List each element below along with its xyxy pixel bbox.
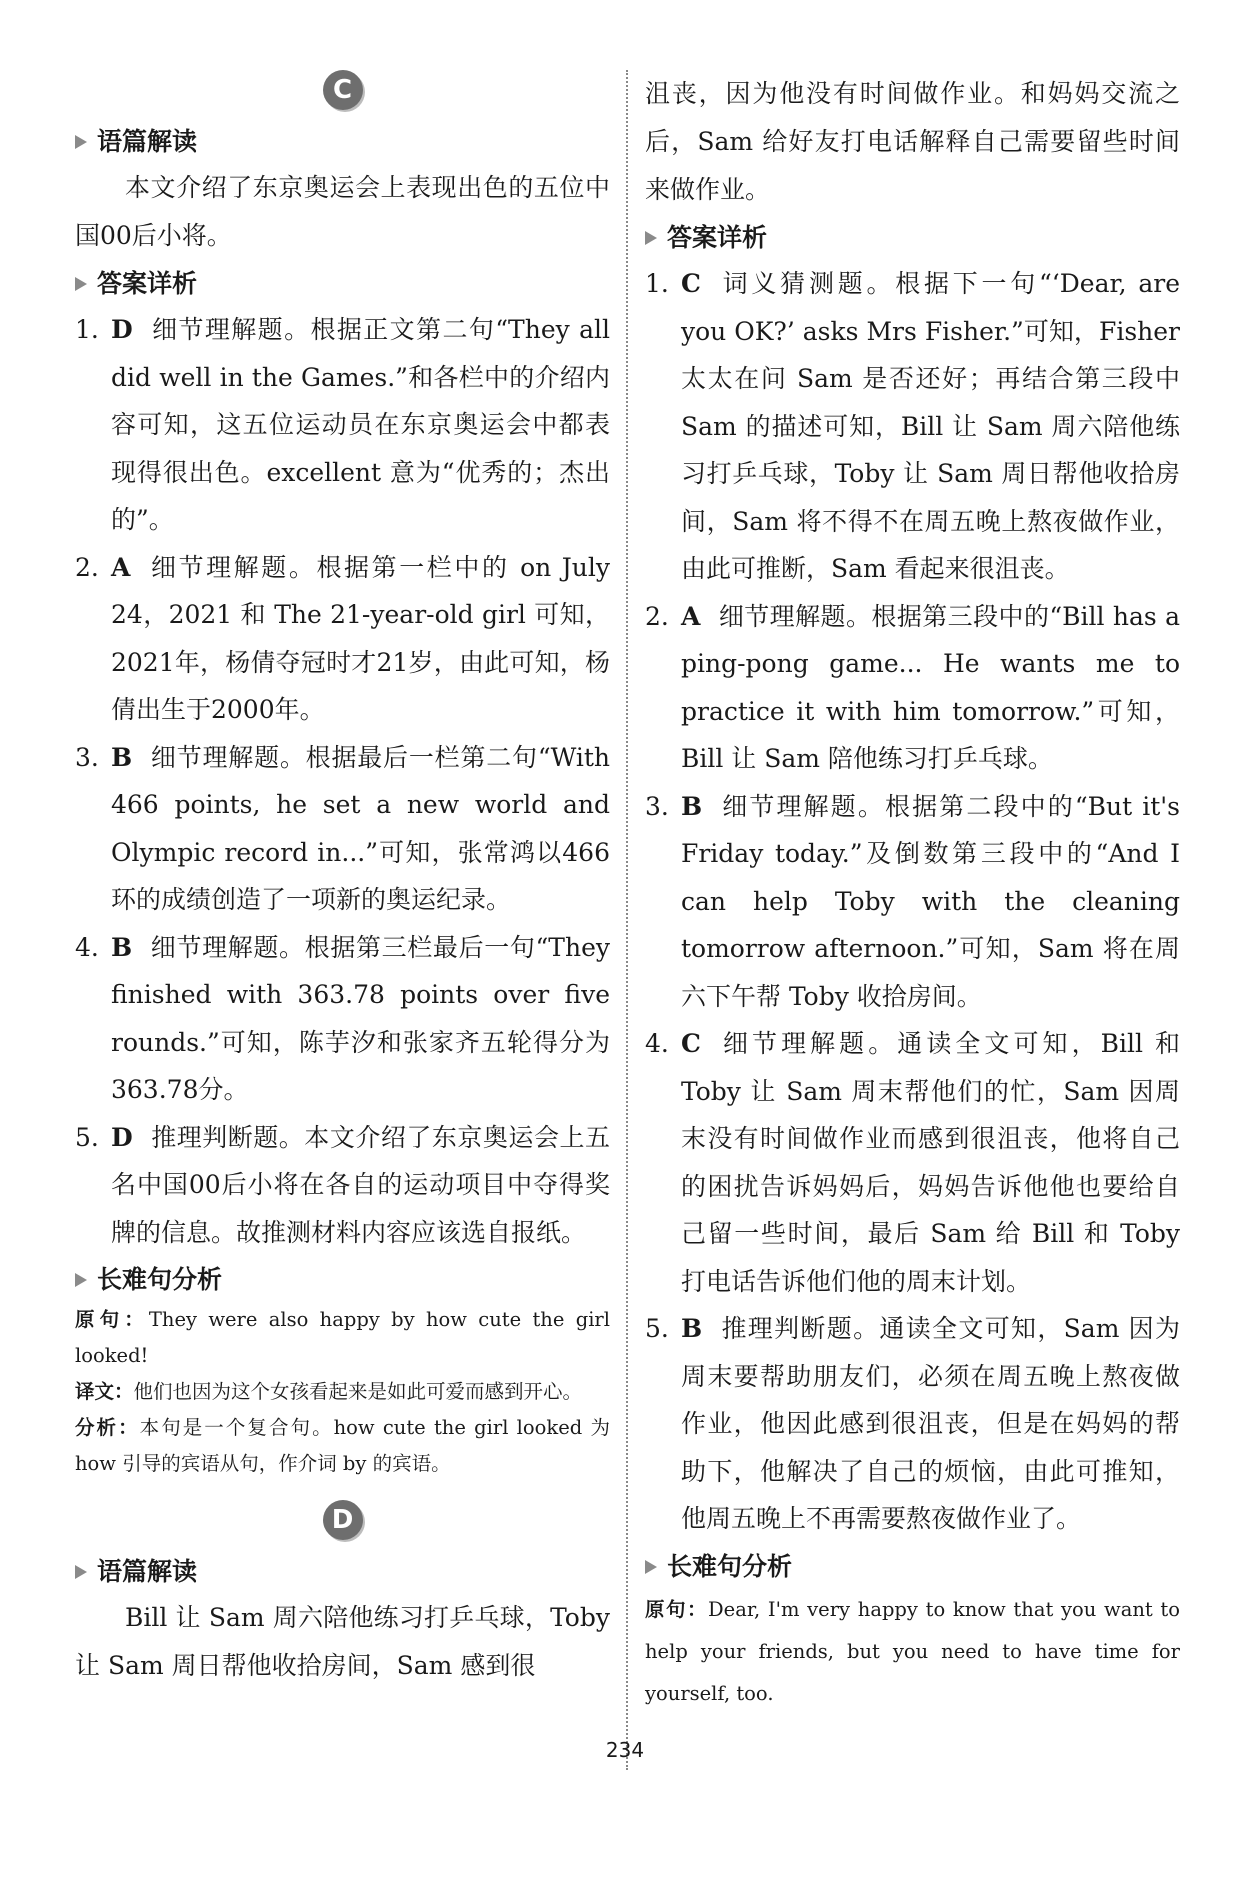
heading-answers-c: 答案详析: [75, 264, 610, 304]
long-sentence-original-d: 原句：Dear, I'm very happy to know that you want to help your friends, but you need to have time for yourself, too.: [645, 1597, 1180, 1705]
column-divider: [626, 70, 628, 1770]
answer-item: 5. D 推理判断题。本文介绍了东京奥运会上五名中国00后小将在各自的运动项目中夺得奖牌的信息。故推测材料内容应该选自报纸。: [75, 1122, 610, 1247]
arrow-icon: [75, 1273, 87, 1287]
reading-summary-c: 本文介绍了东京奥运会上表现出色的五位中国00后小将。: [75, 173, 610, 250]
answer-letter: A: [111, 552, 131, 582]
heading-long-sentence-c: 长难句分析: [75, 1260, 610, 1300]
page-number: 234: [605, 1738, 645, 1762]
reading-summary-d-cont: 沮丧，因为他没有时间做作业。和妈妈交流之后，Sam 给好友打电话解释自己需要留些时间来做作业。: [645, 79, 1180, 204]
answer-letter: C: [681, 269, 701, 298]
answer-item: 1. C 词义猜测题。根据下一句“‘Dear, are you OK?’ asks Mrs Fisher.”可知，Fisher 太太在问 Sam 是否还好；再结合第三段中 Sam 的描述可知，Bill 让 Sam 周六陪他练习打乒乓球，Toby 让 Sam 周日帮他收拾房间，Sam 将不得不在周五晚上熬夜做作业，由此可推断，Sam 看起来很沮丧。: [645, 269, 1180, 583]
answer-item: 4. B 细节理解题。根据第三栏最后一句“They finished with 363.78 points over five rounds.”可知，陈芋汐和张家齐五轮得分为363.78分。: [75, 932, 610, 1104]
answer-item: 2. A 细节理解题。根据第一栏中的 on July 24，2021 和 The 21-year-old girl 可知，2021年，杨倩夺冠时才21岁，由此可知，杨倩出生于2000年。: [75, 552, 610, 724]
long-sentence-original: 原句：They were also happy by how cute the girl looked!: [75, 1308, 610, 1367]
right-column: [645, 70, 1180, 1715]
left-column: [75, 70, 610, 1690]
answer-letter: C: [681, 1029, 701, 1058]
reading-summary-d-start: Bill 让 Sam 周六陪他练习打乒乓球，Toby 让 Sam 周日帮他收拾房间，Sam 感到很: [75, 1603, 610, 1680]
answer-item: 5. B 推理判断题。通读全文可知，Sam 因为周末要帮助朋友们，必须在周五晚上熬夜做作业，他因此感到很沮丧，但是在妈妈的帮助下，他解决了自己的烦恼，由此可推知，他周五晚上不再需要熬夜做作业了。: [645, 1314, 1180, 1533]
long-sentence-translation: 译文：他们也因为这个女孩看起来是如此可爱而感到开心。: [75, 1380, 583, 1403]
section-c-badge: C: [323, 70, 363, 110]
answer-letter: D: [111, 1122, 133, 1152]
long-sentence-analysis: 分析：本句是一个复合句。how cute the girl looked 为 how 引导的宾语从句，作介词 by 的宾语。: [75, 1416, 610, 1475]
answer-item: 3. B 细节理解题。根据最后一栏第二句“With 466 points, he set a new world and Olympic record in...”可知，张常鸿以466环的成绩创造了一项新的奥运纪录。: [75, 742, 610, 914]
heading-reading-c: 语篇解读: [75, 122, 610, 162]
answer-letter: B: [111, 932, 133, 962]
section-d-badge: D: [323, 1500, 363, 1540]
answer-item: 4. C 细节理解题。通读全文可知，Bill 和 Toby 让 Sam 周末帮他们的忙，Sam 因周末没有时间做作业而感到很沮丧，他将自己的困扰告诉妈妈后，妈妈告诉他他也要给自己留一些时间，最后 Sam 给 Bill 和 Toby 打电话告诉他们他的周末计划。: [645, 1029, 1180, 1296]
arrow-icon: [75, 277, 87, 291]
arrow-icon: [75, 135, 87, 149]
answer-letter: A: [681, 601, 701, 631]
answer-letter: B: [681, 791, 703, 821]
arrow-icon: [645, 231, 657, 245]
heading-long-sentence-d: 长难句分析: [645, 1547, 1180, 1587]
answer-item: 3. B 细节理解题。根据第二段中的“But it's Friday today.”及倒数第三段中的“And I can help Toby with the cleaning tomorrow afternoon.”可知，Sam 将在周六下午帮 Toby 收拾房间。: [645, 791, 1180, 1011]
arrow-icon: [645, 1560, 657, 1574]
answer-letter: D: [111, 315, 133, 344]
answer-item: 2. A 细节理解题。根据第三段中的“Bill has a ping-pong game... He wants me to practice it with him tomorrow.”可知，Bill 让 Sam 陪他练习打乒乓球。: [645, 601, 1180, 773]
answer-item: 1. D 细节理解题。根据正文第二句“They all did well in the Games.”和各栏中的介绍内容可知，这五位运动员在东京奥运会中都表现得很出色。excellent 意为“优秀的；杰出的”。: [75, 315, 610, 534]
heading-reading-d: 语篇解读: [75, 1552, 610, 1592]
answer-letter: B: [681, 1314, 703, 1343]
heading-answers-d: 答案详析: [645, 218, 1180, 258]
arrow-icon: [75, 1565, 87, 1579]
answer-letter: B: [111, 742, 133, 772]
